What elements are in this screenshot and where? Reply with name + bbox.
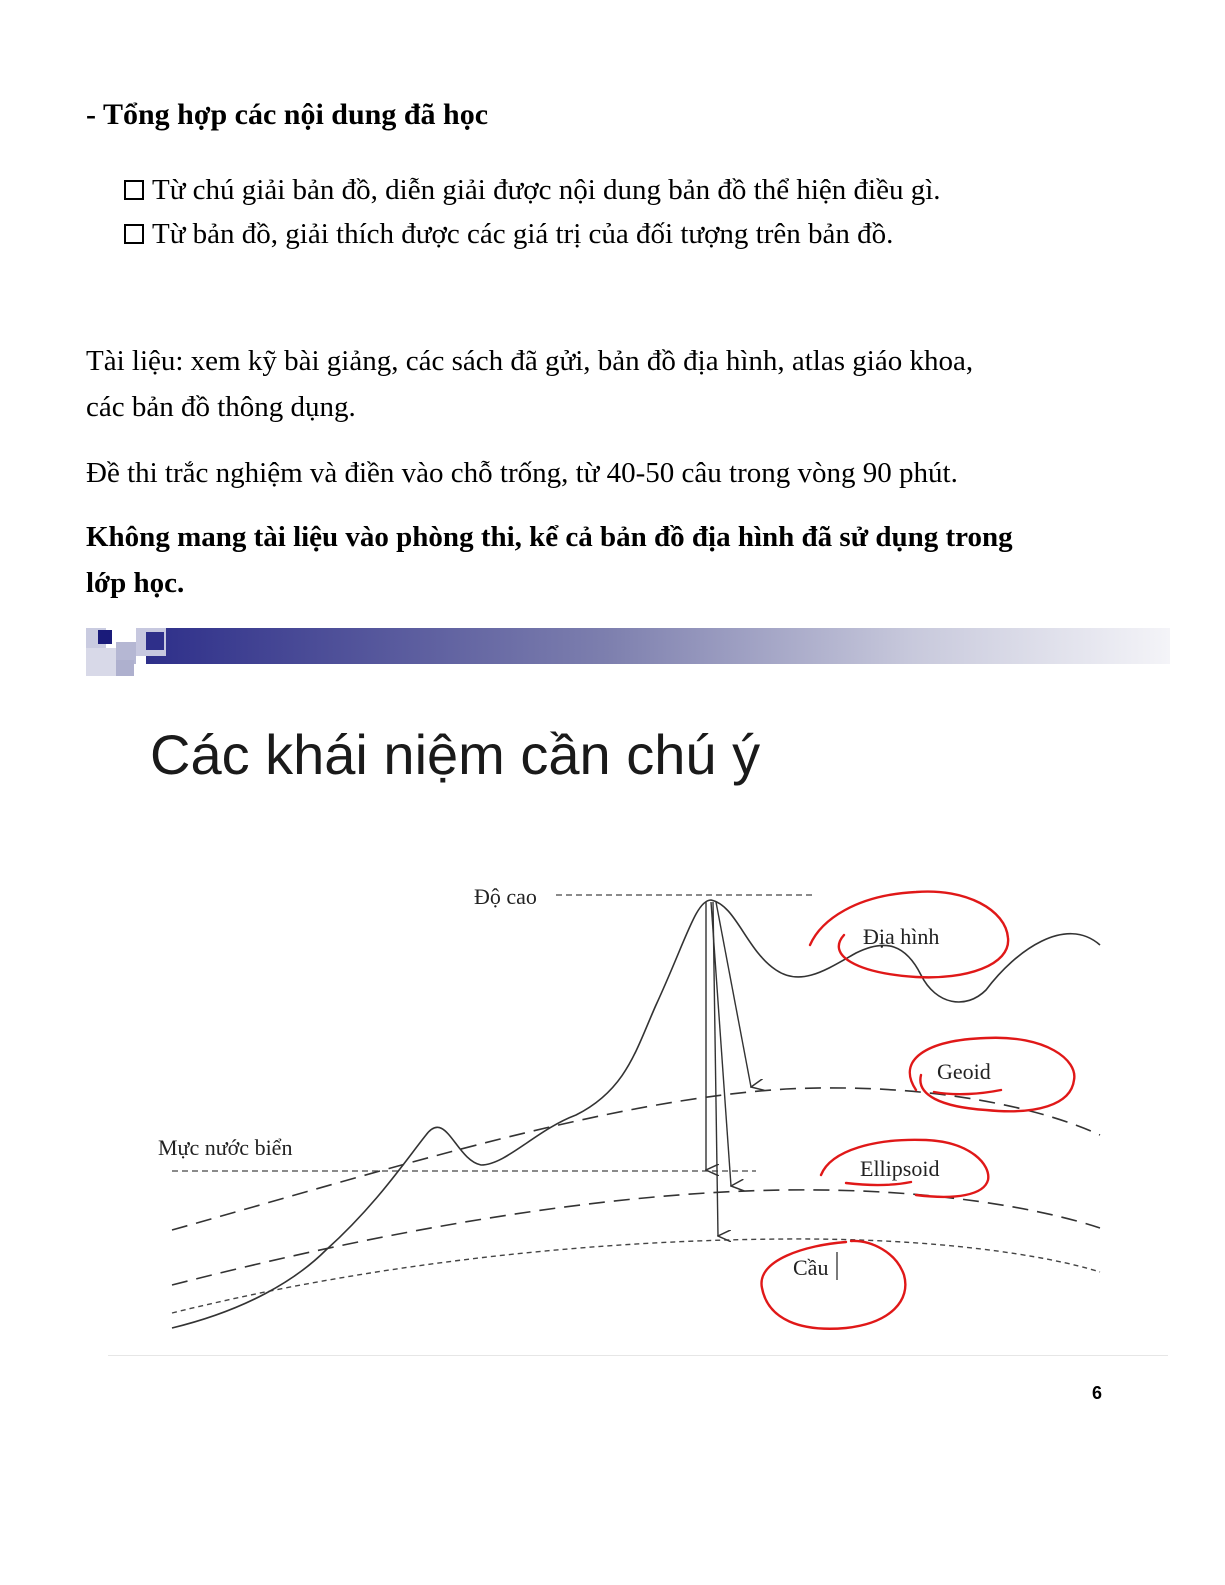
warning-paragraph (86, 514, 1166, 606)
slide-bottom-rule (108, 1355, 1168, 1356)
terrain-curve (172, 900, 1100, 1328)
checkbox-icon (124, 180, 144, 200)
ellipsoid-curve (172, 1190, 1100, 1285)
slide-image (86, 620, 1170, 1420)
warning-line: lớp học. (86, 567, 185, 599)
exam-info-paragraph: Đề thi trắc nghiệm và điền vào chỗ trống, từ 40-50 câu trong vòng 90 phút. (86, 457, 958, 489)
bullet-item (124, 168, 941, 212)
slide-title: Các khái niệm cần chú ý (150, 723, 761, 786)
label-geoid: Geoid (937, 1059, 991, 1084)
label-sea-level: Mực nước biển (158, 1135, 293, 1160)
label-ellipsoid: Ellipsoid (860, 1156, 940, 1181)
ellipsoid-underline (846, 1182, 911, 1185)
label-height: Độ cao (474, 884, 537, 909)
materials-line: Tài liệu: xem kỹ bài giảng, các sách đã gửi, bản đồ địa hình, atlas giáo khoa, (86, 345, 974, 377)
arrow-to-sphere (713, 902, 718, 1236)
label-terrain: Địa hình (863, 924, 940, 949)
geoid-circle (910, 1038, 1075, 1111)
checkbox-icon (124, 224, 144, 244)
warning-line: Không mang tài liệu vào phòng thi, kể cả bản đồ địa hình đã sử dụng trong (86, 521, 1013, 553)
geoid-curve (172, 1088, 1100, 1230)
slide-page-number: 6 (1092, 1383, 1103, 1403)
materials-line: các bản đồ thông dụng. (86, 391, 356, 423)
label-sphere: Cầu (793, 1255, 829, 1280)
geoid-underline (934, 1090, 1001, 1094)
materials-paragraph (86, 338, 1166, 430)
arrow-to-geoid (716, 902, 751, 1087)
bullet-text: Từ chú giải bản đồ, diễn giải được nội dung bản đồ thể hiện điều gì. (152, 174, 941, 206)
section-heading: - Tổng hợp các nội dung đã học (86, 98, 489, 131)
bullet-list (124, 168, 941, 256)
geodesy-diagram (86, 620, 1170, 1360)
sphere-circle (762, 1241, 906, 1329)
bullet-text: Từ bản đồ, giải thích được các giá trị của đối tượng trên bản đồ. (152, 218, 894, 250)
sphere-curve (172, 1239, 1100, 1313)
bullet-item (124, 212, 941, 256)
